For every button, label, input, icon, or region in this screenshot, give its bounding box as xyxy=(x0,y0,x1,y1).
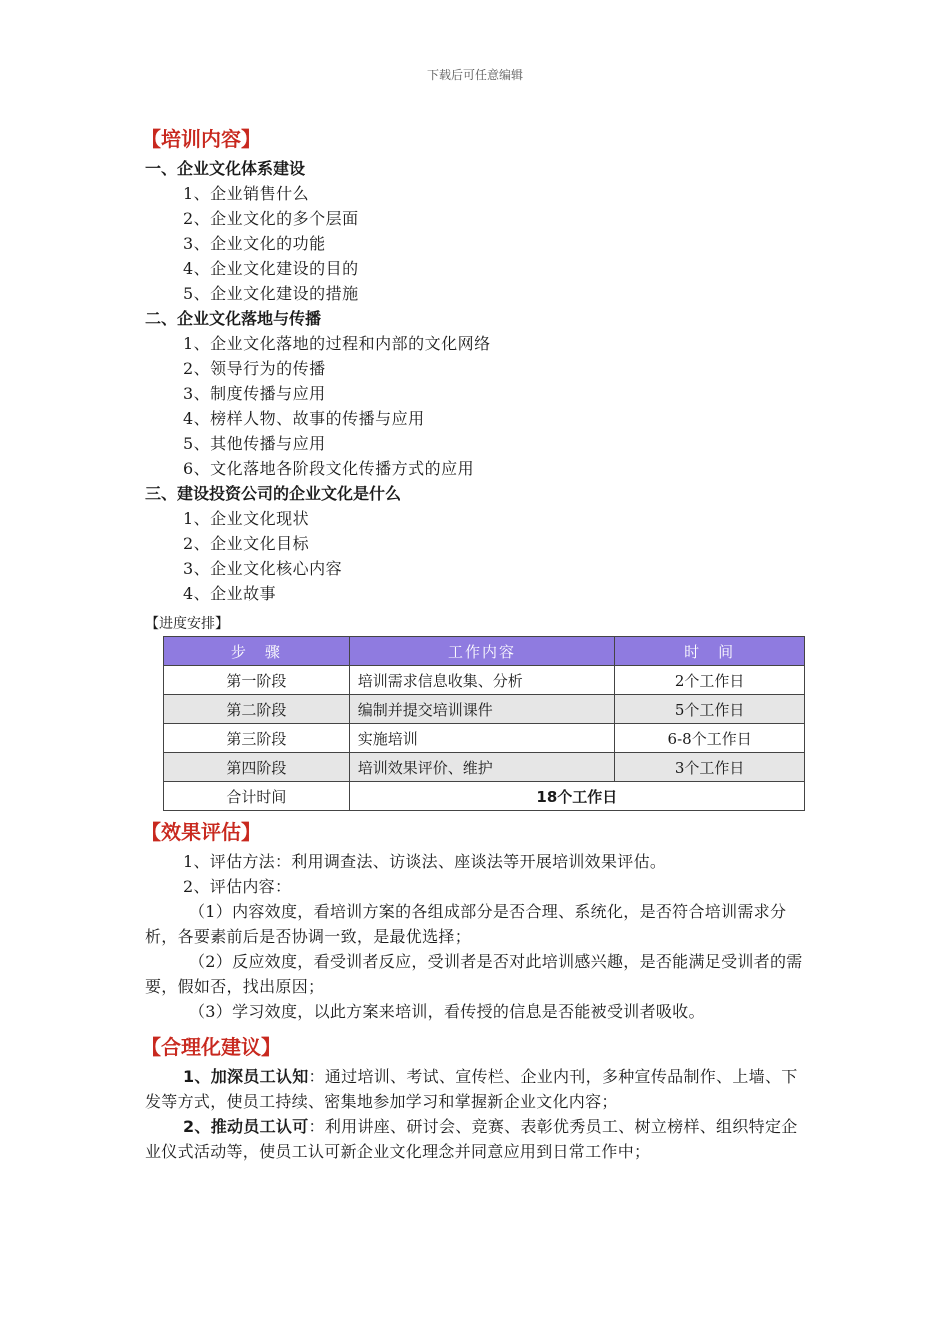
list-item: 1、企业文化现状 xyxy=(183,509,310,528)
section-heading: 二、企业文化落地与传播 xyxy=(145,309,322,328)
section-heading: 三、建设投资公司的企业文化是什么 xyxy=(145,484,402,503)
list-item: 4、企业文化建设的目的 xyxy=(183,259,359,278)
schedule-table xyxy=(163,636,805,811)
list-item: 5、其他传播与应用 xyxy=(183,434,326,453)
list-item: 6、文化落地各阶段文化传播方式的应用 xyxy=(183,459,475,478)
header-note: 下载后可任意编辑 xyxy=(426,68,523,82)
schedule-label: 【进度安排】 xyxy=(145,616,229,632)
training-section-1 xyxy=(145,156,805,306)
table-row xyxy=(164,724,805,753)
list-item: 2、企业文化目标 xyxy=(183,534,310,553)
table-cell: 第一阶段 xyxy=(164,666,350,695)
table-row xyxy=(164,753,805,782)
list-item: 4、榜样人物、故事的传播与应用 xyxy=(183,409,425,428)
table-cell: 第二阶段 xyxy=(164,695,350,724)
list-item: 5、企业文化建设的措施 xyxy=(183,284,359,303)
evaluation-line: 2、评估内容： xyxy=(183,877,292,896)
table-cell: 第四阶段 xyxy=(164,753,350,782)
evaluation-line: 1、评估方法：利用调查法、访谈法、座谈法等开展培训效果评估。 xyxy=(183,852,667,871)
list-item: 2、领导行为的传播 xyxy=(183,359,326,378)
table-cell: 6-8个工作日 xyxy=(615,724,805,753)
list-item: 3、企业文化的功能 xyxy=(183,234,326,253)
table-row xyxy=(164,695,805,724)
column-header: 时 间 xyxy=(615,637,805,666)
section-heading: 一、企业文化体系建设 xyxy=(145,159,306,178)
column-header: 工作内容 xyxy=(349,637,615,666)
document-content xyxy=(141,122,805,1164)
table-total-row xyxy=(164,782,805,811)
table-cell: 培训效果评价、维护 xyxy=(349,753,615,782)
table-cell: 实施培训 xyxy=(349,724,615,753)
table-header-row xyxy=(164,637,805,666)
evaluation-title: 【效果评估】 xyxy=(141,820,261,844)
list-item: 2、企业文化的多个层面 xyxy=(183,209,359,228)
training-title: 【培训内容】 xyxy=(141,127,261,151)
table-cell: 2个工作日 xyxy=(615,666,805,695)
total-label: 合计时间 xyxy=(164,782,350,811)
suggestion-text: ：利用讲座、研讨会、竞赛、表彰优秀员工、树立榜样、组织特定企业仪式活动等，使员工认可新企业文化理念并同意应用到日常工作中； xyxy=(145,1117,798,1161)
table-cell: 3个工作日 xyxy=(615,753,805,782)
list-item: 1、企业文化落地的过程和内部的文化网络 xyxy=(183,334,491,353)
suggestion-label: 1、加深员工认知 xyxy=(183,1067,309,1086)
column-header: 步 骤 xyxy=(164,637,350,666)
table-cell: 第三阶段 xyxy=(164,724,350,753)
training-section-3 xyxy=(145,481,805,606)
table-cell: 5个工作日 xyxy=(615,695,805,724)
list-item: 3、企业文化核心内容 xyxy=(183,559,343,578)
suggestion-label: 2、推动员工认可 xyxy=(183,1117,309,1136)
table-cell: 培训需求信息收集、分析 xyxy=(349,666,615,695)
table-cell: 编制并提交培训课件 xyxy=(349,695,615,724)
suggestion-item xyxy=(145,1114,805,1164)
evaluation-point: （2）反应效度，看受训者反应，受训者是否对此培训感兴趣，是否能满足受训者的需要，假如否，找出原因； xyxy=(145,952,803,996)
suggestions-title: 【合理化建议】 xyxy=(141,1035,281,1059)
evaluation-point: （1）内容效度，看培训方案的各组成部分是否合理、系统化，是否符合培训需求分析，各要素前后是否协调一致，是最优选择； xyxy=(145,902,787,946)
suggestion-text: ：通过培训、考试、宣传栏、企业内刊，多种宣传品制作、上墙、下发等方式，使员工持续、密集地参加学习和掌握新企业文化内容； xyxy=(145,1067,798,1111)
evaluation-point: （3）学习效度，以此方案来培训，看传授的信息是否能被受训者吸收。 xyxy=(189,1002,705,1021)
total-value: 18个工作日 xyxy=(349,782,804,811)
training-section-2 xyxy=(145,306,805,481)
suggestion-item xyxy=(145,1064,805,1114)
list-item: 4、企业故事 xyxy=(183,584,277,603)
list-item: 1、企业销售什么 xyxy=(183,184,310,203)
list-item: 3、制度传播与应用 xyxy=(183,384,326,403)
table-row xyxy=(164,666,805,695)
